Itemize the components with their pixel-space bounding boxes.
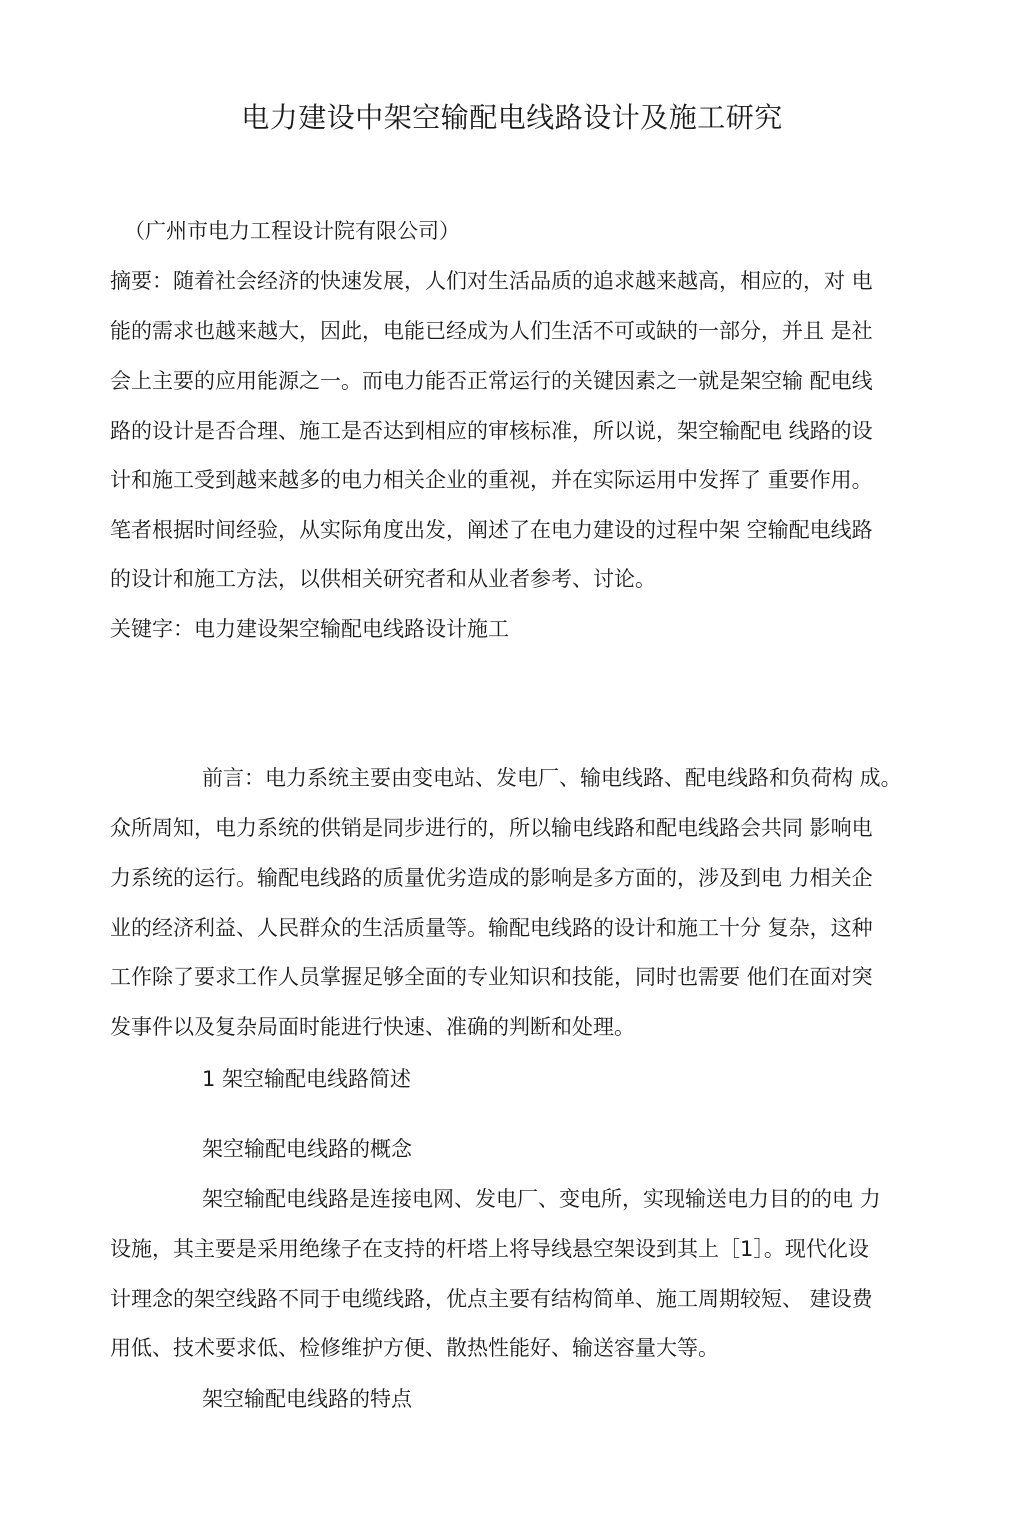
preface-line: 力系统的运行。输配电线路的质量优劣造成的影响是多方面的，涉及到电 力相关企 [110, 866, 873, 890]
abstract-line: 的设计和施工方法，以供相关研究者和从业者参考、讨论。 [110, 567, 656, 591]
preface-line: 工作除了要求工作人员掌握足够全面的专业知识和技能，同时也需要 他们在面对突 [110, 965, 873, 989]
section-heading: 1 架空输配电线路简述 [202, 1067, 412, 1091]
preface-line: 前言：电力系统主要由变电站、发电厂、输电线路、配电线路和负荷构 成。 [202, 766, 902, 790]
abstract-line: 能的需求也越来越大，因此，电能已经成为人们生活不可或缺的一部分，并且 是社 [110, 319, 873, 343]
paper-title: 电力建设中架空输配电线路设计及施工研究 [241, 101, 783, 134]
paragraph-line: 设施，其主要是采用绝缘子在支持的杆塔上将导线悬空架设到其上［1］。现代化设 [110, 1237, 869, 1261]
abstract-line: 会上主要的应用能源之一。而电力能否正常运行的关键因素之一就是架空输 配电线 [110, 369, 873, 393]
paragraph-line: 用低、技术要求低、检修维护方便、散热性能好、输送容量大等。 [110, 1336, 719, 1360]
abstract-line: 路的设计是否合理、施工是否达到相应的审核标准，所以说，架空输配电 线路的设 [110, 419, 873, 443]
subsection-heading: 架空输配电线路的概念 [202, 1137, 412, 1161]
preface-line: 发事件以及复杂局面时能进行快速、准确的判断和处理。 [110, 1015, 635, 1039]
abstract-line: 笔者根据时间经验，从实际角度出发，阐述了在电力建设的过程中架 空输配电线路 [110, 518, 873, 542]
keywords: 关键字：电力建设架空输配电线路设计施工 [110, 617, 509, 641]
abstract-line: 摘要：随着社会经济的快速发展，人们对生活品质的追求越来越高，相应的，对 电 [110, 269, 873, 293]
affiliation: （广州市电力工程设计院有限公司） [124, 219, 460, 243]
preface-line: 众所周知，电力系统的供销是同步进行的，所以输电线路和配电线路会共同 影响电 [110, 816, 873, 840]
subsection-heading: 架空输配电线路的特点 [202, 1387, 412, 1411]
abstract-line: 计和施工受到越来越多的电力相关企业的重视，并在实际运用中发挥了 重要作用。 [110, 468, 873, 492]
paragraph-line: 架空输配电线路是连接电网、发电厂、变电所，实现输送电力目的的电 力 [202, 1187, 881, 1211]
preface-line: 业的经济利益、人民群众的生活质量等。输配电线路的设计和施工十分 复杂，这种 [110, 916, 873, 940]
paragraph-line: 计理念的架空线路不同于电缆线路，优点主要有结构简单、施工周期较短、 建设费 [110, 1287, 873, 1311]
